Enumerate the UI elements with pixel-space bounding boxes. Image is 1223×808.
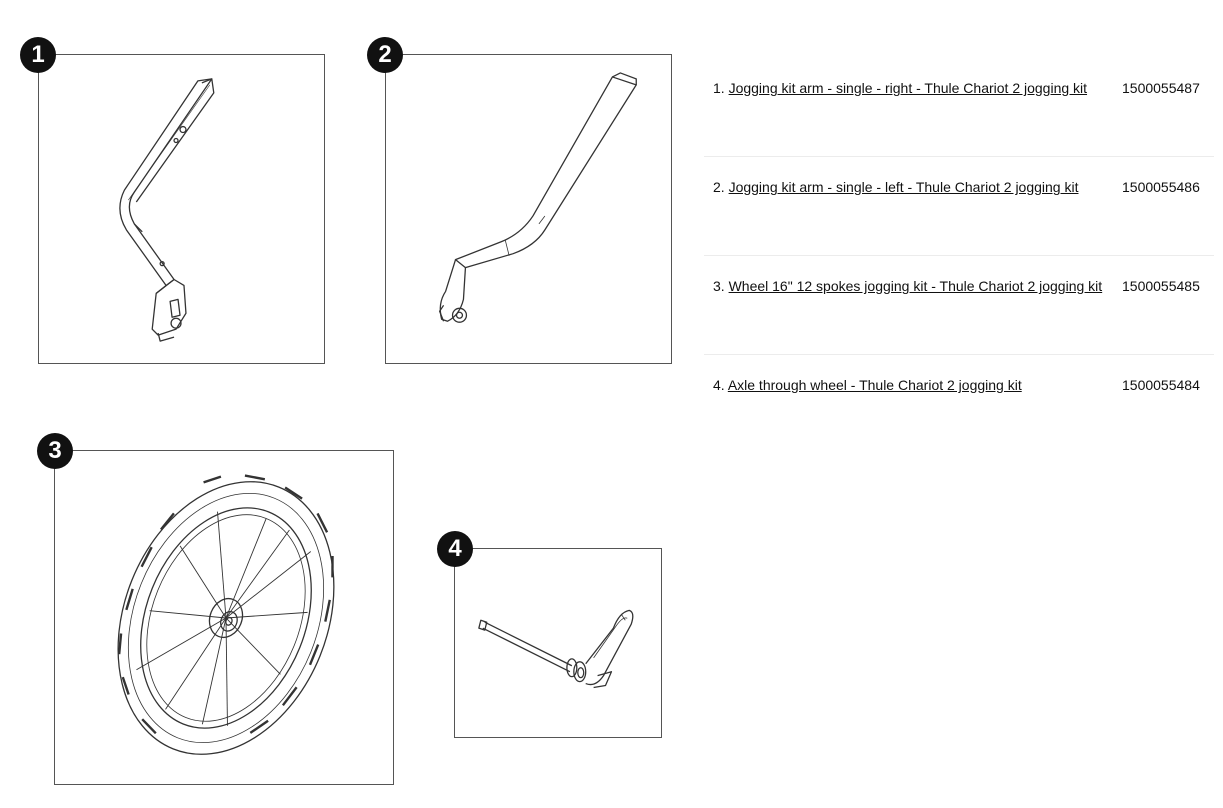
part-link-3[interactable]: Wheel 16" 12 spokes jogging kit - Thule Chariot 2 jogging kit (728, 278, 1103, 294)
part-index: 3. (713, 278, 725, 294)
part-sku: 1500055484 (1122, 377, 1200, 393)
part-link-2[interactable]: Jogging kit arm - single - left - Thule Chariot 2 jogging kit (728, 179, 1079, 195)
diagram-3-frame (54, 450, 394, 785)
part-index: 1. (713, 80, 725, 96)
diagram-badge-4: 4 (437, 531, 473, 567)
part-index: 4. (713, 377, 725, 393)
wheel-drawing (55, 451, 393, 784)
parts-list-row (704, 355, 1214, 454)
axle-drawing (455, 549, 661, 737)
diagram-badge-3: 3 (37, 433, 73, 469)
part-index: 2. (713, 179, 725, 195)
part-sku: 1500055487 (1122, 80, 1200, 96)
part-sku: 1500055486 (1122, 179, 1200, 195)
jogging-arm-left-drawing (386, 55, 671, 363)
diagram-4-frame (454, 548, 662, 738)
parts-list-row (704, 58, 1214, 157)
parts-list-row (704, 157, 1214, 256)
diagram-badge-1: 1 (20, 37, 56, 73)
parts-list (704, 58, 1214, 454)
parts-list-row (704, 256, 1214, 355)
diagram-2-frame (385, 54, 672, 364)
diagram-1-frame (38, 54, 325, 364)
diagram-badge-2: 2 (367, 37, 403, 73)
part-sku: 1500055485 (1122, 278, 1200, 294)
part-link-4[interactable]: Axle through wheel - Thule Chariot 2 jogging kit (727, 377, 1022, 393)
jogging-arm-right-drawing (39, 55, 324, 363)
part-link-1[interactable]: Jogging kit arm - single - right - Thule Chariot 2 jogging kit (728, 80, 1088, 96)
